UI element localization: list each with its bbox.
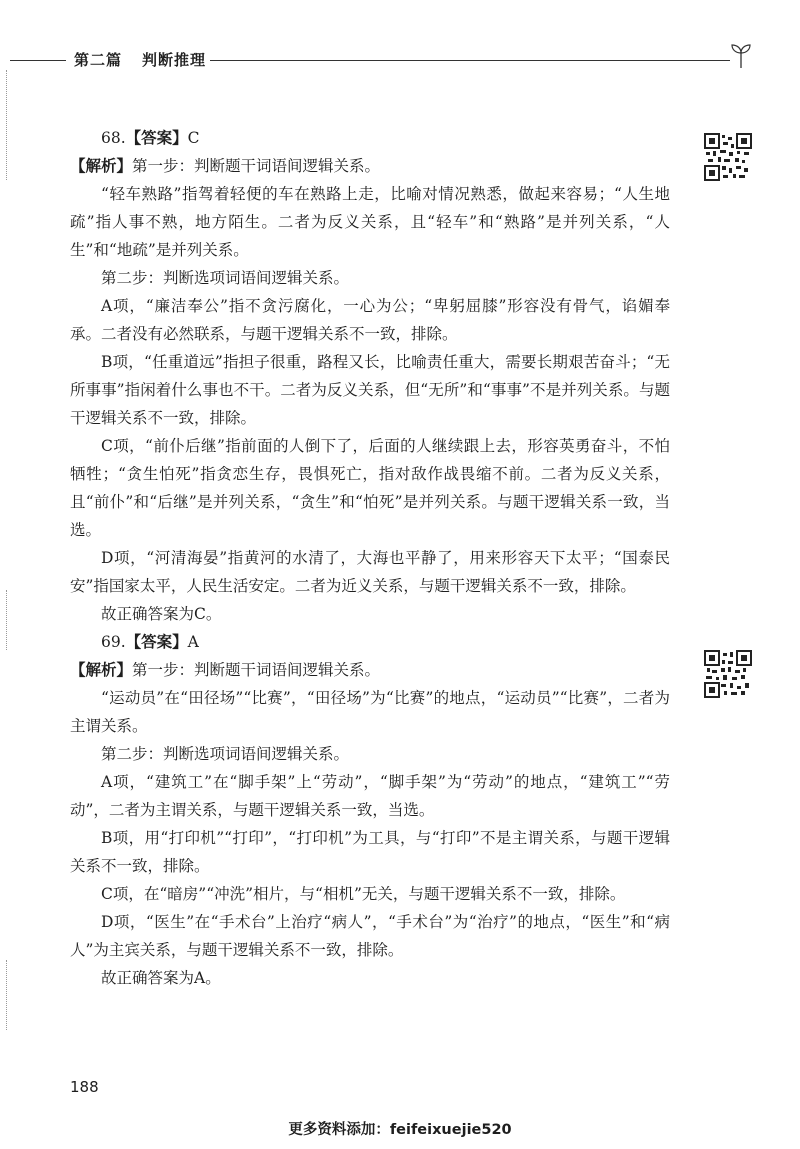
q68-answer-line <box>70 124 670 152</box>
binding-dots <box>6 70 9 180</box>
q69-answer-label: 【答案】 <box>125 632 188 651</box>
q69-number: 69. <box>101 633 126 651</box>
q69-analysis-line <box>70 656 670 684</box>
q68-option-b: B项，“任重道远”指担子很重，路程又长，比喻责任重大，需要长期艰苦奋斗；“无所事事”指闲着什么事也不干。二者为反义关系，但“无所”和“事事”不是并列关系。与题干逻辑关系不一致，排除。 <box>70 353 670 427</box>
q69-answer: A <box>187 633 199 651</box>
header-section: 判断推理 <box>142 51 207 69</box>
header-rule-right <box>210 60 730 61</box>
q69-option-a: A项，“建筑工”在“脚手架”上“劳动”，“脚手架”为“劳动”的地点，“建筑工”“劳动”，二者为主谓关系，与题干逻辑关系一致，当选。 <box>70 773 670 819</box>
q69-option-b: B项，用“打印机”“打印”，“打印机”为工具，与“打印”不是主谓关系，与题干逻辑关系不一致，排除。 <box>70 829 670 875</box>
q69-paragraph: “运动员”在“田径场”“比赛”，“田径场”为“比赛”的地点，“运动员”“比赛”，二者为主谓关系。 <box>70 689 670 735</box>
page-header <box>0 40 800 80</box>
q68-paragraph: “轻车熟路”指驾着轻便的车在熟路上走，比喻对情况熟悉，做起来容易；“人生地疏”指人事不熟，地方陌生。二者为反义关系，且“轻车”和“熟路”是并列关系，“人生”和“地疏”是并列关系。 <box>70 185 670 259</box>
q68-answer: C <box>187 129 200 147</box>
q69-analysis-label: 【解析】 <box>70 660 133 679</box>
q68-step1: 第一步：判断题干词语间逻辑关系。 <box>132 157 381 175</box>
q68-number: 68. <box>101 129 126 147</box>
q69-answer-line <box>70 628 670 656</box>
q69-option-c: C项，在“暗房”“冲洗”相片，与“相机”无关，与题干逻辑关系不一致，排除。 <box>101 885 626 903</box>
q68-answer-label: 【答案】 <box>125 128 188 147</box>
q68-option-d: D项，“河清海晏”指黄河的水清了，大海也平静了，用来形容天下太平；“国泰民安”指国家太平，人民生活安定。二者为近义关系，与题干逻辑关系不一致，排除。 <box>70 549 670 595</box>
q69-paragraph: 第二步：判断选项词语间逻辑关系。 <box>101 745 350 763</box>
q68-option-c: C项，“前仆后继”指前面的人倒下了，后面的人继续跟上去，形容英勇奋斗，不怕牺牲；“贪生怕死”指贪恋生存，畏惧死亡，指对敌作战畏缩不前。二者为反义关系，且“前仆”和“后继”是并列关系，“贪生”和“怕死”是并列关系。与题干逻辑关系一致，当选。 <box>70 437 670 539</box>
q69-option-d: D项，“医生”在“手术台”上治疗“病人”，“手术台”为“治疗”的地点，“医生”和“病人”为主宾关系，与题干逻辑关系不一致，排除。 <box>70 913 670 959</box>
header-title <box>74 49 206 70</box>
q68-paragraph: 第二步：判断选项词语间逻辑关系。 <box>101 269 350 287</box>
q68-analysis-line <box>70 152 670 180</box>
q69-conclusion: 故正确答案为A。 <box>101 969 221 987</box>
q68-option-a: A项，“廉洁奉公”指不贪污腐化，一心为公；“卑躬屈膝”形容没有骨气，谄媚奉承。二者没有必然联系，与题干逻辑关系不一致，排除。 <box>70 297 670 343</box>
binding-dots <box>6 960 9 1030</box>
sprout-icon <box>726 40 756 70</box>
qr-code-icon <box>704 650 752 698</box>
answer-content <box>70 124 670 992</box>
q68-conclusion: 故正确答案为C。 <box>101 605 222 623</box>
header-rule-left <box>10 60 66 61</box>
qr-code-icon <box>704 133 752 181</box>
binding-dots <box>6 590 9 650</box>
header-chapter: 第二篇 <box>74 51 123 69</box>
q69-step1: 第一步：判断题干词语间逻辑关系。 <box>132 661 381 679</box>
q68-analysis-label: 【解析】 <box>70 156 133 175</box>
footer-text: 更多资料添加：feifeixuejie520 <box>288 1122 512 1138</box>
page-number: 188 <box>70 1078 99 1096</box>
